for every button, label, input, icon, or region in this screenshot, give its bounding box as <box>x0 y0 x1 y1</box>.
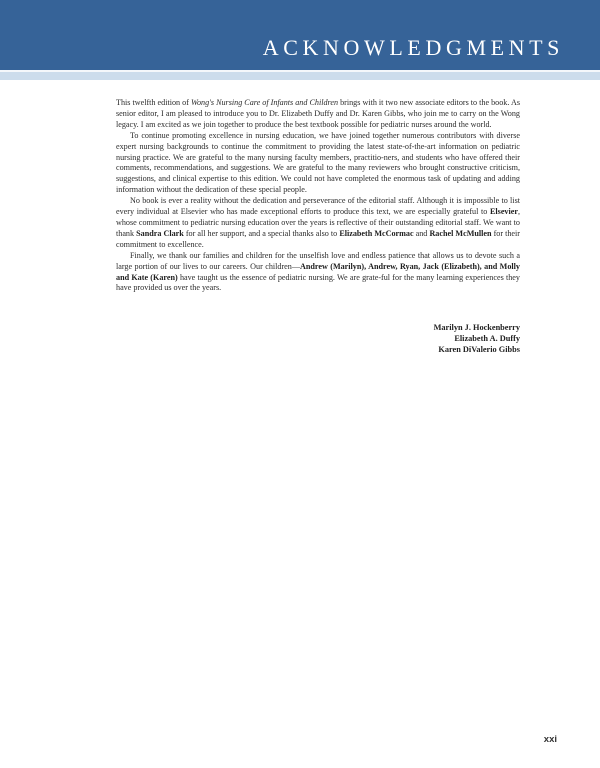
text-run: , whose commitment to pediatric nursing education over the years is reflective of their outstanding editorial staff. We want to thank <box>116 207 520 238</box>
emphasized-name: Andrew (Marilyn), Andrew, Ryan, Jack (Elizabeth), and Molly and Kate (Karen) <box>116 261 520 282</box>
emphasized-name: Elizabeth McCormac <box>339 228 414 238</box>
emphasized-name: Sandra Clark <box>136 228 184 238</box>
page-title: ACKNOWLEDGMENTS <box>262 35 564 60</box>
header-band <box>0 0 600 70</box>
signature-block <box>434 322 520 355</box>
text-run: Finally, we thank our families and children for the unselfish love and endless patience that allows us to devote such a large portion of our lives to our careers. Our children— <box>116 250 520 271</box>
paragraph-contributors <box>116 131 520 196</box>
book-title: Wong's Nursing Care of Infants and Children <box>190 98 339 107</box>
paragraph-intro <box>116 98 520 131</box>
text-run: have taught us the essence of pediatric nursing. We are grate-ful for the many learning experiences they have provided us over the years. <box>116 272 520 293</box>
text-run: for their commitment to excellence. <box>116 228 520 249</box>
header-accent-rule <box>0 72 600 80</box>
page-number: xxi <box>543 734 557 745</box>
text-run: To continue promoting excellence in nursing education, we have joined together numerous contributors with diverse expert nursing backgrounds to continue the commitment to providing the latest state-of-the-art information on pediatric nursing practice. We are grateful to the many nursing faculty members, practitio-ners, and students who have offered their comments, recommendations, and suggestions. We are grateful to the many reviewers who brought constructive criticism, suggestions, and clinical expertise to this edition. We could not have completed the enormous task of updating and adding information without the dedication of these special people. <box>116 130 520 195</box>
signature-name: Karen DiValerio Gibbs <box>438 345 520 354</box>
text-run: This twelfth edition of <box>116 98 191 107</box>
acknowledgments-body <box>116 98 520 294</box>
text-run: No book is ever a reality without the dedication and perseverance of the editorial staff. Although it is impossible to list every individual at Elsevier who has made exceptional efforts to produce this text, we are especially grateful to <box>116 196 520 217</box>
signature-name: Elizabeth A. Duffy <box>454 334 520 343</box>
paragraph-families <box>116 251 520 295</box>
text-run: for all her support, and a special thanks also to <box>183 228 340 238</box>
emphasized-name: Elsevier <box>489 207 518 217</box>
paragraph-editorial-staff <box>116 196 520 251</box>
signature-name: Marilyn J. Hockenberry <box>433 323 520 332</box>
text-run: and <box>413 228 430 238</box>
text-run: brings with it two new associate editors to the book. As senior editor, I am pleased to introduce you to Dr. Elizabeth Duffy and Dr. Karen Gibbs, who join me to carry on the Wong legacy. I am excited as we join together to produce the best textbook possible for pediatric nurses around the world. <box>116 98 520 129</box>
emphasized-name: Rachel McMullen <box>429 228 492 238</box>
